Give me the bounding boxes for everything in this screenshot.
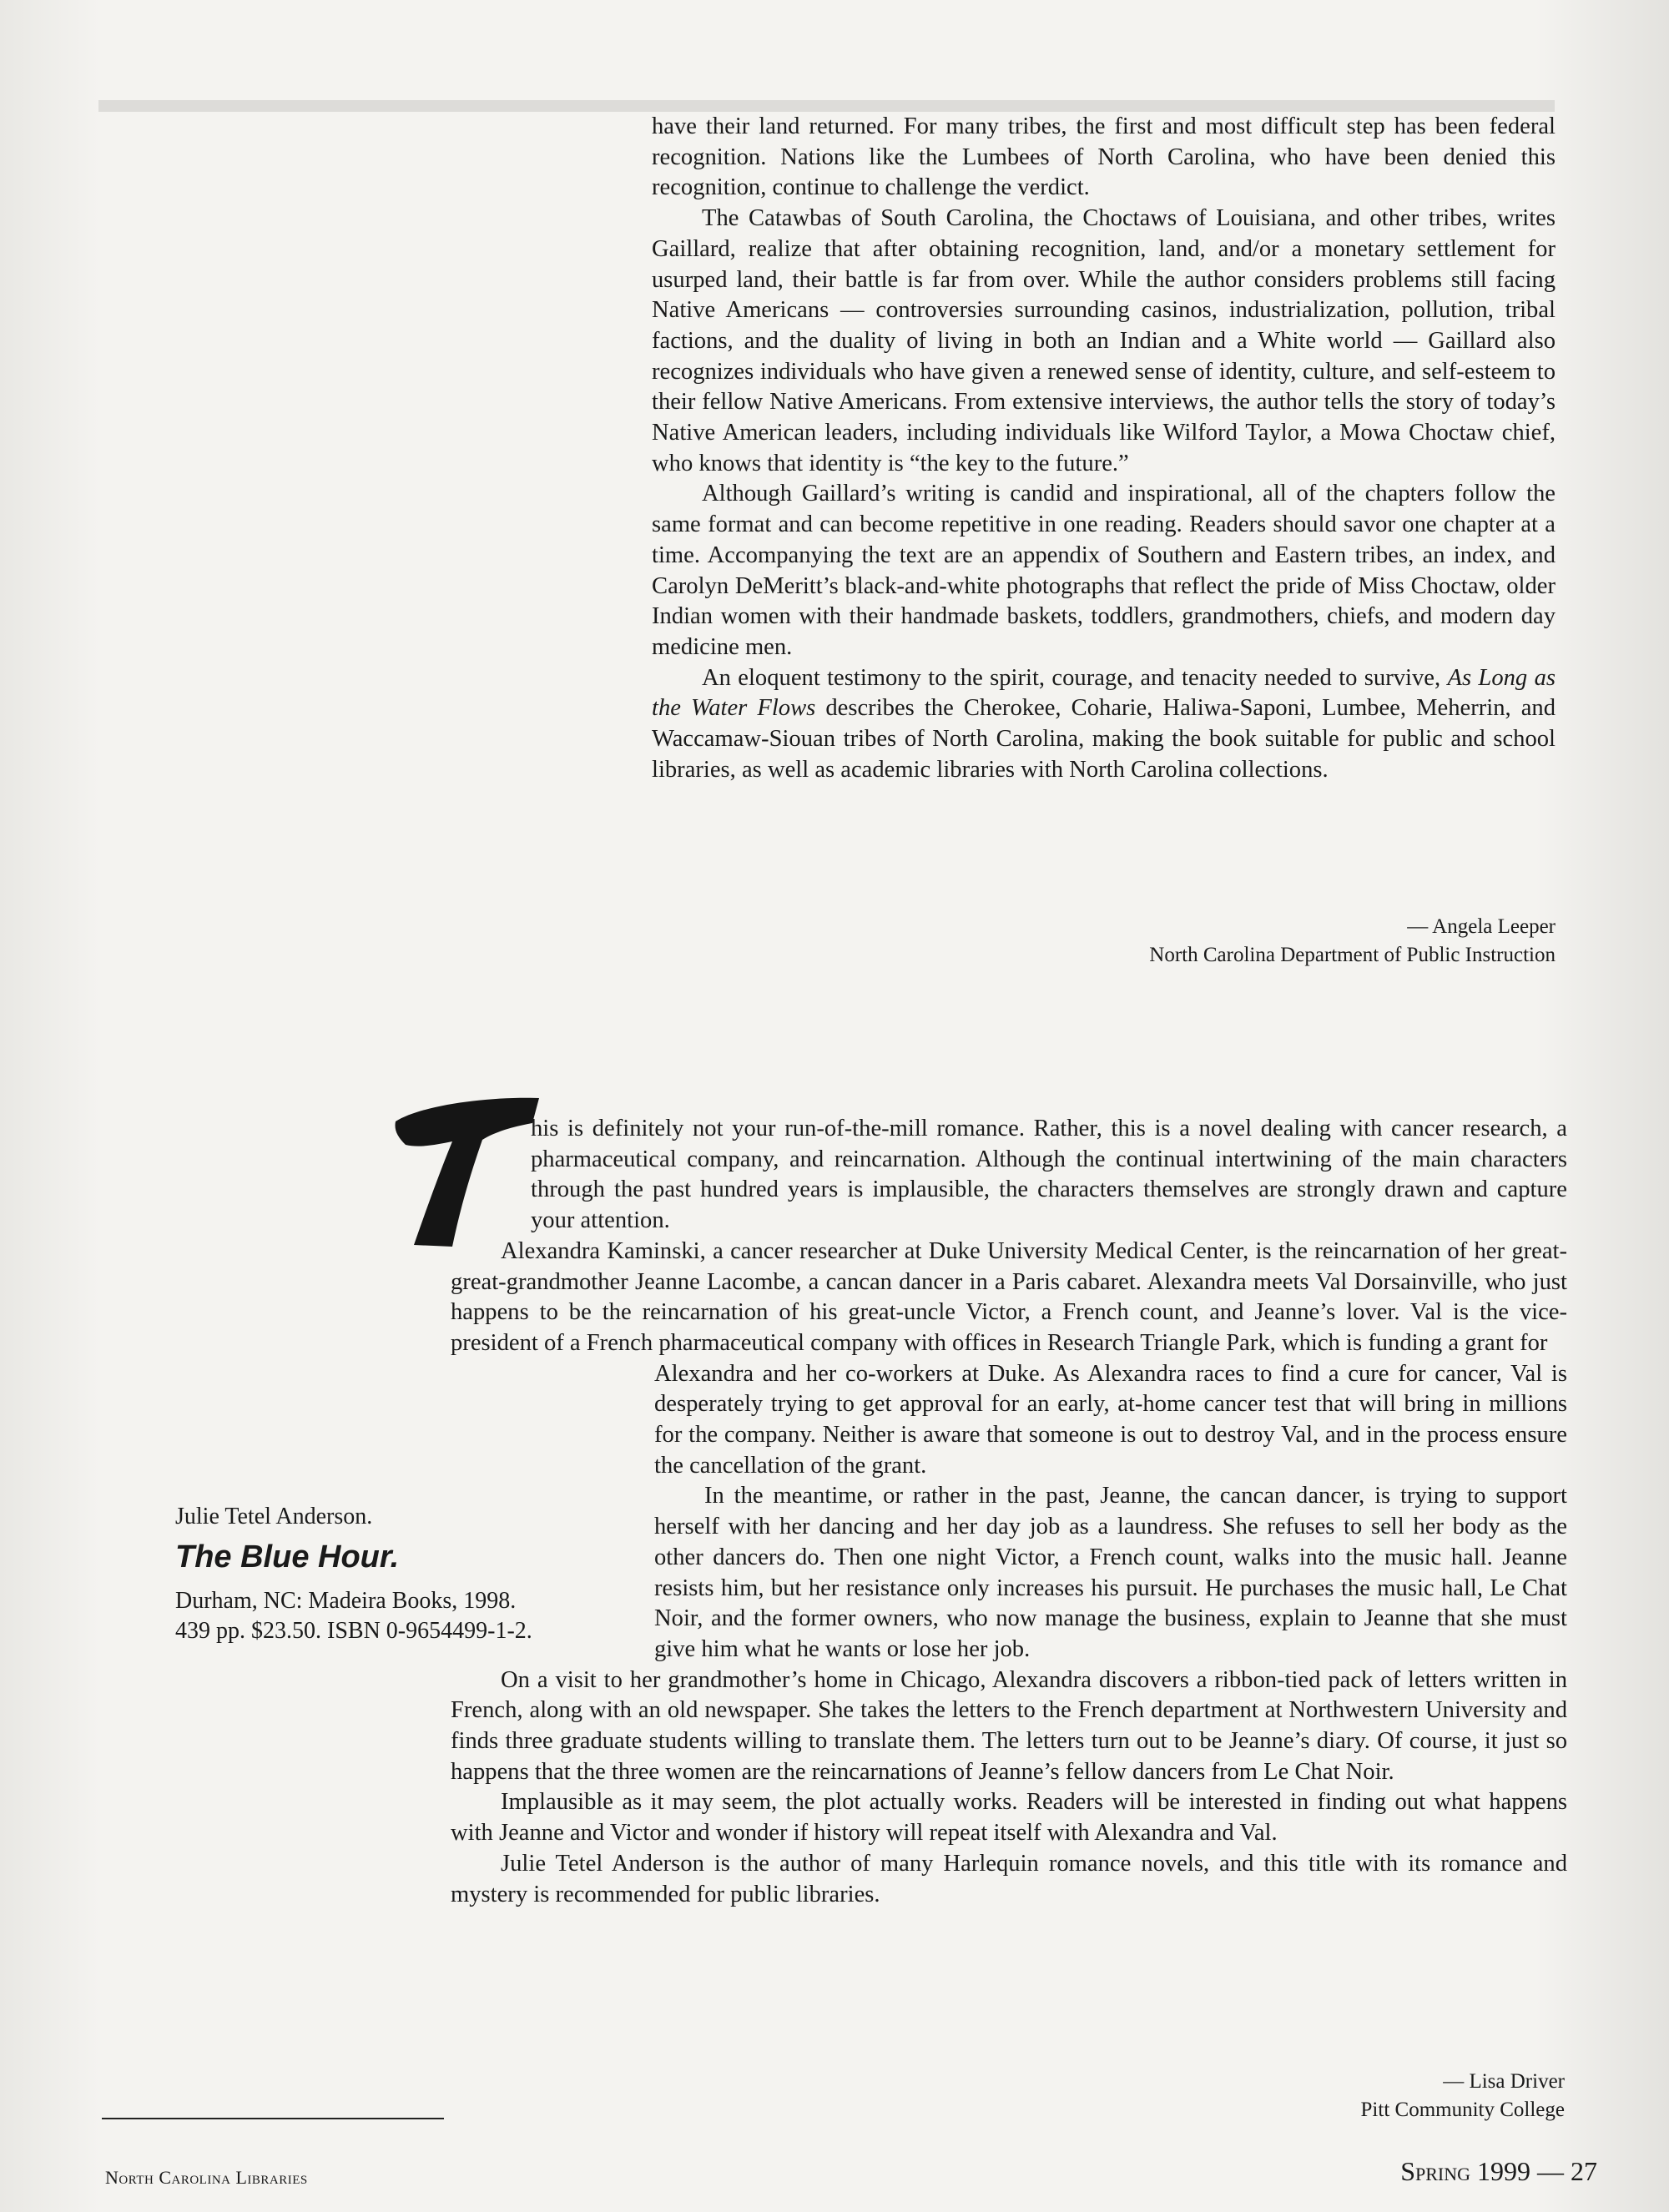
page-number: 27	[1571, 2156, 1597, 2186]
book-title: The Blue Hour.	[175, 1539, 400, 1575]
review-1-paragraph: Although Gaillard’s writing is candid and inspirational, all of the chapters follow the same format and can become repetitive in one reading. Readers should savor one chapter at a time. Accompanying the text are an appendix of Southern and Eastern tribes, an index, and Carolyn DeMeritt’s black-and-white photographs that reflect the pride of Miss Choctaw, older Indian women with their handmade baskets, toddlers, grandmothers, chiefs, and modern day medicine men.	[652, 481, 1556, 660]
footnote-rule	[102, 2118, 444, 2119]
reviewer-affiliation: North Carolina Department of Public Instruction	[1149, 944, 1556, 966]
book-publisher: Durham, NC: Madeira Books, 1998.	[175, 1587, 517, 1614]
review-2-indented-block	[654, 1359, 1567, 1665]
reviewer-name: — Lisa Driver	[1443, 2070, 1565, 2093]
issue-label: Spring 1999	[1400, 2156, 1530, 2186]
review-2-paragraph: Alexandra and her co-workers at Duke. As Alexandra races to find a cure for cancer, Val is desperately trying to get approval for an early, at-home cancer test that will bring in millions for the company. Neither is aware that someone is out to destroy Val, and in the process ensure the cancellation of the grant.	[654, 1360, 1567, 1479]
book-citation	[175, 1502, 609, 1647]
running-footer-issue	[1400, 2156, 1597, 2187]
book-price: 439 pp. $23.50. ISBN 0-9654499-1-2.	[175, 1618, 532, 1645]
review-2-paragraph: Implausible as it may seem, the plot actually works. Readers will be interested in finding out what happens with Jeanne and Victor and wonder if history will repeat itself with Alexandra and Val.	[451, 1789, 1567, 1847]
review-1-text	[652, 112, 1556, 785]
review-1-paragraph: have their land returned. For many tribes, the first and most difficult step has been federal recognition. Nations like the Lumbees of North Carolina, who have been denied this recognition, continue to challenge the verdict.	[652, 113, 1556, 201]
bleed-through-rule	[98, 100, 1555, 112]
review-1-paragraph: The Catawbas of South Carolina, the Choctaws of Louisiana, and other tribes, writes Gaillard, realize that after obtaining recognition, land, and/or a monetary settlement for usurped land, their battle is far from over. While the author considers problems still facing Native Americans — controversies surrounding casinos, industrialization, pollution, tribal factions, and the duality of living in both an Indian and a White world — Gaillard also recognizes individuals who have given a renewed sense of identity, culture, and self-esteem to their fellow Native Americans. From extensive interviews, the author tells the story of today’s Native American leaders, including individuals like Wilford Taylor, a Mowa Choctaw chief, who knows that identity is “the key to the future.”	[652, 205, 1556, 476]
text-run: An eloquent testimony to the spirit, courage, and tenacity needed to survive,	[702, 664, 1448, 691]
review-2-paragraph: In the meantime, or rather in the past, Jeanne, the cancan dancer, is trying to support herself with her dancing and her day job as a laundress. She refuses to sell her body as the other dancers do. Then one night Victor, a French count, walks into the music hall. Jeanne resists him, but her resistance only increases his pursuit. He purchases the music hall, Le Chat Noir, and the former owners, who now manage the business, explain to Jeanne that she must give him what he wants or lose her job.	[654, 1483, 1567, 1662]
text-run: describes the Cherokee, Coharie, Haliwa-Saponi, Lumbee, Meherrin, and Waccamaw-Siouan tribes of North Carolina, making the book suitable for public and school libraries, as well as academic libraries with North Carolina collections.	[652, 695, 1556, 783]
footer-separator: —	[1537, 2156, 1564, 2186]
review-2-paragraph: Alexandra Kaminski, a cancer researcher at Duke University Medical Center, is the reincarnation of her great-great-grandmother Jeanne Lacombe, a cancan dancer in a Paris cabaret. Alexandra meets Val Dorsainville, who just happens to be the reincarnation of his great-uncle Victor, a French count, and Jeanne’s lover. Val is the vice-president of a French pharmaceutical company with offices in Research Triangle Park, which is funding a grant for	[451, 1237, 1567, 1356]
book-title-inline: As Long as the Water Flows	[652, 664, 1556, 722]
book-author: Julie Tetel Anderson.	[175, 1504, 373, 1529]
reviewer-affiliation: Pitt Community College	[1360, 2099, 1565, 2121]
review-1-signature	[918, 913, 1556, 970]
review-2-paragraph: Julie Tetel Anderson is the author of many Harlequin romance novels, and this title with its romance and mystery is recommended for public libraries.	[451, 1850, 1567, 1907]
review-2-paragraph: On a visit to her grandmother’s home in Chicago, Alexandra discovers a ribbon-tied pack of letters written in French, along with an old newspaper. She takes the letters to the French department at Northwestern University and finds three graduate students willing to translate them. The letters turn out to be Jeanne’s diary. Of course, it just so happens that the three women are the reincarnations of Jeanne’s fellow dancers from Le Chat Noir.	[451, 1666, 1567, 1785]
review-2-paragraph: his is definitely not your run-of-the-mill romance. Rather, this is a novel dealing with cancer research, a pharmaceutical company, and reincarnation. Although the continual intertwining of the main characters through the past hundred years is implausible, the characters themselves are strongly drawn and capture your attention.	[531, 1116, 1567, 1234]
review-2-signature	[1001, 2068, 1565, 2124]
running-footer-journal: North Carolina Libraries	[105, 2167, 308, 2188]
reviewer-name: — Angela Leeper	[1407, 915, 1556, 938]
review-1-paragraph-last	[652, 663, 1556, 786]
review-2-text	[451, 1114, 1567, 1910]
